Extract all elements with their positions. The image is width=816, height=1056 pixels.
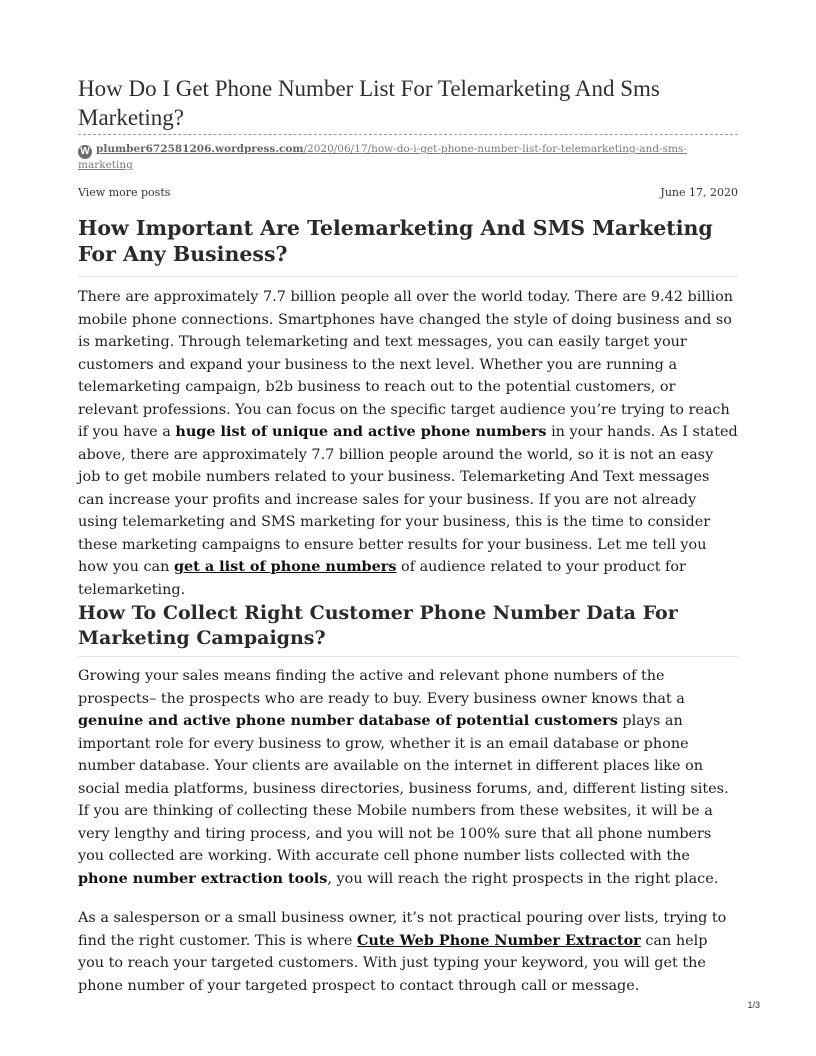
get-list-link[interactable]: get a list of phone numbers xyxy=(173,558,397,575)
page-title: How Do I Get Phone Number List For Telemarketing And Sms Marketing? xyxy=(78,76,660,130)
text-span: can help you to reach your targeted customers. With just typing your keyword, you will get the phone number of your targeted prospect to contact through call or message. xyxy=(78,932,708,994)
source-path-link[interactable]: /2020/06/17/how-do-i-get-phone-number-list-for-telemarketing-and-sms-marketing xyxy=(78,143,687,171)
paragraph-collect xyxy=(78,665,738,890)
wordpress-icon: W xyxy=(78,145,92,159)
extractor-link[interactable]: Cute Web Phone Number Extractor xyxy=(356,931,641,949)
text-span: of audience related to your product for telemarketing. xyxy=(78,559,686,598)
text-span: There are approximately 7.7 billion people all over the world today. There are 9.42 billion mobile phone connections. Smartphones have changed the style of doing business and so is marketing. Through telemarketing and text messages, you can easily target your customers and expand your business to the next level. Whether you are running a telemarketing campaign, b2b business to reach out to the potential customers, or relevant professions. You can focus on the specific target audience you’re trying to reach if you have a xyxy=(78,289,734,440)
text-span: plays an important role for every business to grow, whether it is an email database or phone number database. Your clients are available on the internet in different places like on social media platforms, business directories, business forums, and, different listing sites. If you are thinking of collecting these Mobile numbers from these websites, it will be a very lengthy and tiring process, and you will not be 100% sure that all phone numbers you collected are working. With accurate cell phone number lists collected with the xyxy=(78,713,729,864)
section-heading-collect: How To Collect Right Customer Phone Number Data For Marketing Campaigns? xyxy=(78,602,678,649)
bold-phrase: phone number extraction tools xyxy=(78,869,328,887)
bold-phrase: genuine and active phone number database of potential customers xyxy=(78,712,618,729)
bold-phrase: huge list of unique and active phone numbers xyxy=(175,423,547,440)
source-domain-link[interactable]: plumber672581206.wordpress.com xyxy=(96,143,304,155)
page-number: 1/3 xyxy=(747,1000,760,1010)
post-meta xyxy=(78,186,738,200)
text-span: Growing your sales means finding the active and relevant phone numbers of the prospects– the prospects who are ready to buy. Every business owner knows that a xyxy=(78,668,685,707)
paragraph-salesperson xyxy=(78,907,738,997)
section-heading-importance: How Important Are Telemarketing And SMS Marketing For Any Business? xyxy=(78,216,713,266)
source-link-line xyxy=(78,143,738,172)
title-divider xyxy=(78,134,738,135)
paragraph-importance xyxy=(78,286,738,601)
section-divider xyxy=(78,656,738,657)
text-span: As a salesperson or a small business owner, it’s not practical pouring over lists, trying to find the right customer. This is where xyxy=(78,910,727,949)
view-more-posts-link[interactable]: View more posts xyxy=(78,186,171,199)
section-divider xyxy=(78,276,738,277)
post-date: June 17, 2020 xyxy=(660,186,738,199)
text-span: in your hands. As I stated above, there are approximately 7.7 billion people around the world, so it is not an easy job to get mobile numbers related to your business. Telemarketing And Text messages can increase your profits and increase sales for your business. If you are not already using telemarketing and SMS marketing for your business, this is the time to consider these marketing campaigns to ensure better results for your business. Let me tell you how you can xyxy=(78,424,738,575)
text-span: , you will reach the right prospects in the right place. xyxy=(327,870,719,887)
